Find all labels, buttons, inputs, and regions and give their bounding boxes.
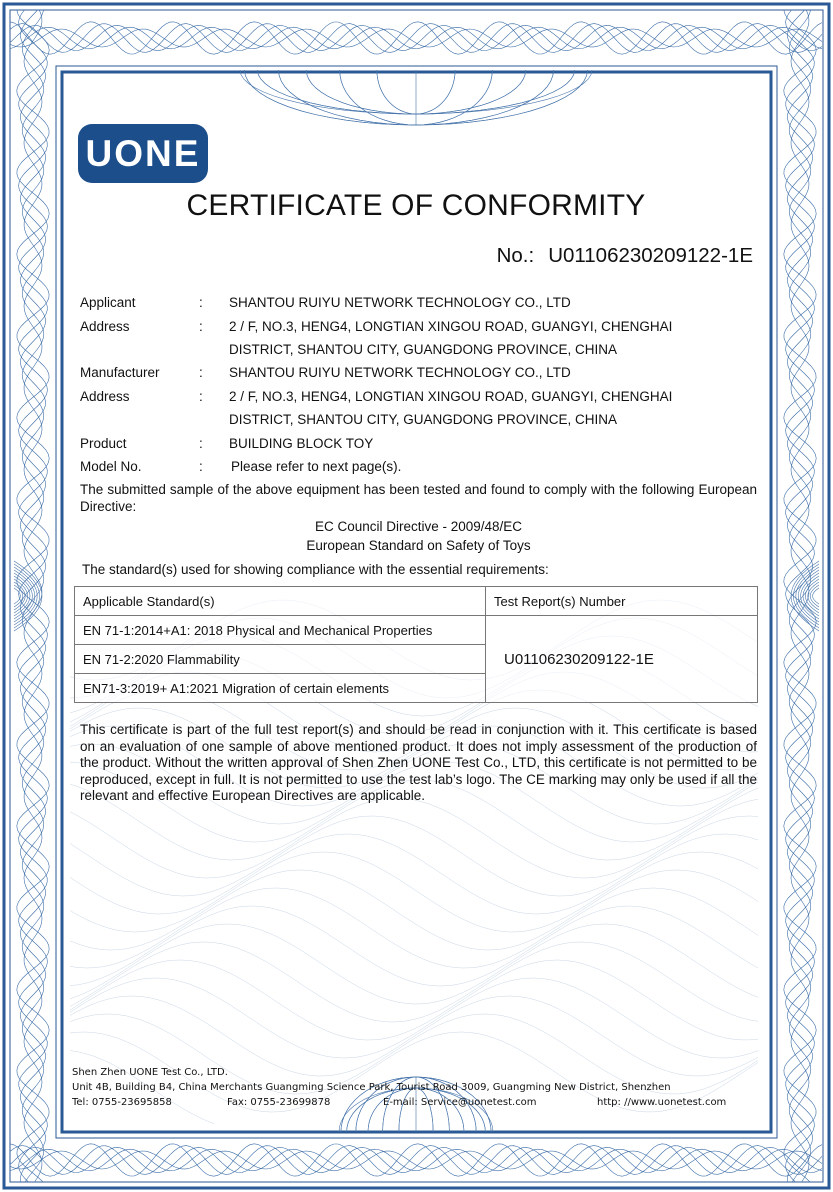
field-colon: : xyxy=(199,319,203,334)
uone-logo: UONE xyxy=(78,124,208,183)
certificate-number-value: U01106230209122-1E xyxy=(548,244,753,267)
certificate-number xyxy=(497,244,753,268)
applicant-address-line1: 2 / F, NO.3, HENG4, LONGTIAN XINGOU ROAD, GUANGYI, CHENGHAI xyxy=(229,319,673,334)
manufacturer-address-label: Address xyxy=(80,389,130,404)
directive-line1: EC Council Directive - 2009/48/EC xyxy=(314,519,523,534)
standards-intro: The standard(s) used for showing compliance with the essential requirements: xyxy=(82,562,549,577)
footer-email[interactable]: E-mail: Service@uonetest.com xyxy=(383,1097,537,1108)
field-colon: : xyxy=(199,295,203,310)
footer-tel: Tel: 0755-23695858 xyxy=(72,1097,172,1108)
footer-address: Unit 4B, Building B4, China Merchants Guangming Science Park, Tourist Road 3009, Guangming New District, Shenzhen xyxy=(72,1082,671,1093)
compliance-statement: The submitted sample of the above equipment has been tested and found to comply with the following European Directive: xyxy=(80,482,757,514)
manufacturer-value: SHANTOU RUIYU NETWORK TECHNOLOGY CO., LTD xyxy=(229,365,571,380)
model-value: Please refer to next page(s). xyxy=(231,459,402,474)
applicant-address-label: Address xyxy=(80,319,130,334)
product-label: Product xyxy=(80,436,127,451)
field-colon: : xyxy=(199,436,203,451)
model-label: Model No. xyxy=(80,459,142,474)
disclaimer-text: This certificate is part of the full test report(s) and should be read in conjunction with it. This certificate is based on an evaluation of one sample of above mentioned product. It does not imply assessment of the production of the product. Without the written approval of Shen Zhen UONE Test Co., LTD, this certificate is not permitted to be reproduced, except in full. It is not permitted to use the test lab’s logo. The CE marking may only be used if all the relevant and effective European Directives are applicable. xyxy=(80,722,757,804)
table-header-cell: Test Report(s) Number xyxy=(486,587,758,616)
footer-fax: Fax: 0755-23699878 xyxy=(227,1097,331,1108)
field-colon: : xyxy=(199,459,203,474)
applicant-address-line2: DISTRICT, SHANTOU CITY, GUANGDONG PROVINCE, CHINA xyxy=(229,342,618,357)
standards-table xyxy=(74,586,758,703)
manufacturer-address-line2: DISTRICT, SHANTOU CITY, GUANGDONG PROVINCE, CHINA xyxy=(229,412,618,427)
field-colon: : xyxy=(199,365,203,380)
table-header-row xyxy=(75,587,758,616)
certificate-title: CERTIFICATE OF CONFORMITY xyxy=(186,189,646,222)
directive-line2: European Standard on Safety of Toys xyxy=(306,538,531,553)
table-row xyxy=(75,616,758,645)
applicant-label: Applicant xyxy=(80,295,136,310)
standard-cell: EN 71-2:2020 Flammability xyxy=(75,645,486,674)
standard-cell: EN71-3:2019+ A1:2021 Migration of certain elements xyxy=(75,674,486,703)
footer-company: Shen Zhen UONE Test Co., LTD. xyxy=(72,1067,228,1078)
manufacturer-address-line1: 2 / F, NO.3, HENG4, LONGTIAN XINGOU ROAD, GUANGYI, CHENGHAI xyxy=(229,389,673,404)
table-header-cell: Applicable Standard(s) xyxy=(75,587,486,616)
standard-cell: EN 71-1:2014+A1: 2018 Physical and Mechanical Properties xyxy=(75,616,486,645)
field-colon: : xyxy=(199,389,203,404)
product-value: BUILDING BLOCK TOY xyxy=(229,436,374,451)
footer-website[interactable]: http: //www.uonetest.com xyxy=(597,1097,727,1108)
report-number-cell: U01106230209122-1E xyxy=(486,616,758,703)
applicant-value: SHANTOU RUIYU NETWORK TECHNOLOGY CO., LTD xyxy=(229,295,571,310)
manufacturer-label: Manufacturer xyxy=(80,365,160,380)
certificate-number-label: No.: xyxy=(496,244,535,267)
